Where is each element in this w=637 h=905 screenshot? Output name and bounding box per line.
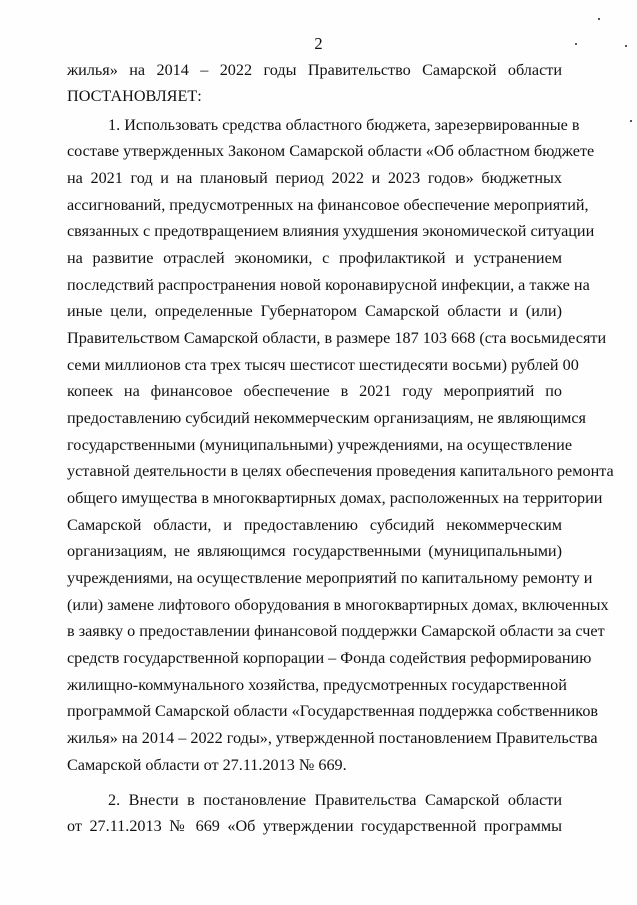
text-line: последствий распространения новой коронавирусной инфекции, а также на [67,276,590,294]
text-line: от 27.11.2013 № 669 «Об утверждении государственной программы [67,817,562,835]
scan-artifact [630,120,632,122]
text-line: организациям, не являющимся государственными (муниципальными) [67,542,562,560]
text-line: ассигнований, предусмотренных на финансовое обеспечение мероприятий, [67,196,589,214]
text-line: жилья» на 2014 – 2022 годы Правительство Самарской области [67,61,562,79]
text-line: ПОСТАНОВЛЯЕТ: [67,87,202,105]
text-line: Самарской области, и предоставлению субсидий некоммерческим [67,516,562,534]
text-line: учреждениями, на осуществление мероприятий по капитальному ремонту и [67,569,593,587]
scan-artifact [625,45,627,47]
text-line: связанных с предотвращением влияния ухудшения экономической ситуации [67,222,595,240]
text-line: 1. Использовать средства областного бюджета, зарезервированные в [108,116,580,134]
text-line: иные цели, определенные Губернатором Самарской области и (или) [67,302,562,320]
text-line: Правительством Самарской области, в размере 187 103 668 (ста восьмидесяти [67,329,607,347]
text-line: на развитие отраслей экономики, с профилактикой и устранением [67,249,562,267]
text-line: 2. Внести в постановление Правительства Самарской области [108,791,562,809]
text-line: предоставлению субсидий некоммерческим организациям, не являющимся [67,409,586,427]
text-line: уставной деятельности в целях обеспечения проведения капитального ремонта [67,462,614,480]
scan-artifact [575,43,577,45]
text-line: жилищно-коммунального хозяйства, предусмотренных государственной [67,676,567,694]
text-line: Самарской области от 27.11.2013 № 669. [67,756,347,774]
scan-artifact [598,18,600,20]
text-line: программой Самарской области «Государственная поддержка собственников [67,702,599,720]
text-line: семи миллионов ста трех тысяч шестисот шестидесяти восьми) рублей 00 [67,356,579,374]
text-line: в заявку о предоставлении финансовой поддержки Самарской области за счет [67,622,605,640]
text-line: копеек на финансовое обеспечение в 2021 году мероприятий по [67,382,562,400]
text-line: средств государственной корпорации – Фонда содействия реформированию [67,649,592,667]
text-line: общего имущества в многоквартирных домах, расположенных на территории [67,489,603,507]
text-line: государственными (муниципальными) учреждениями, на осуществление [67,436,573,454]
text-line: на 2021 год и на плановый период 2022 и 2023 годов» бюджетных [67,169,562,187]
text-line: жилья» на 2014 – 2022 годы», утвержденной постановлением Правительства [67,729,598,747]
text-line: (или) замене лифтового оборудования в многоквартирных домах, включенных [67,596,609,614]
page-number: 2 [314,34,323,53]
text-line: составе утвержденных Законом Самарской области «Об областном бюджете [67,142,595,160]
